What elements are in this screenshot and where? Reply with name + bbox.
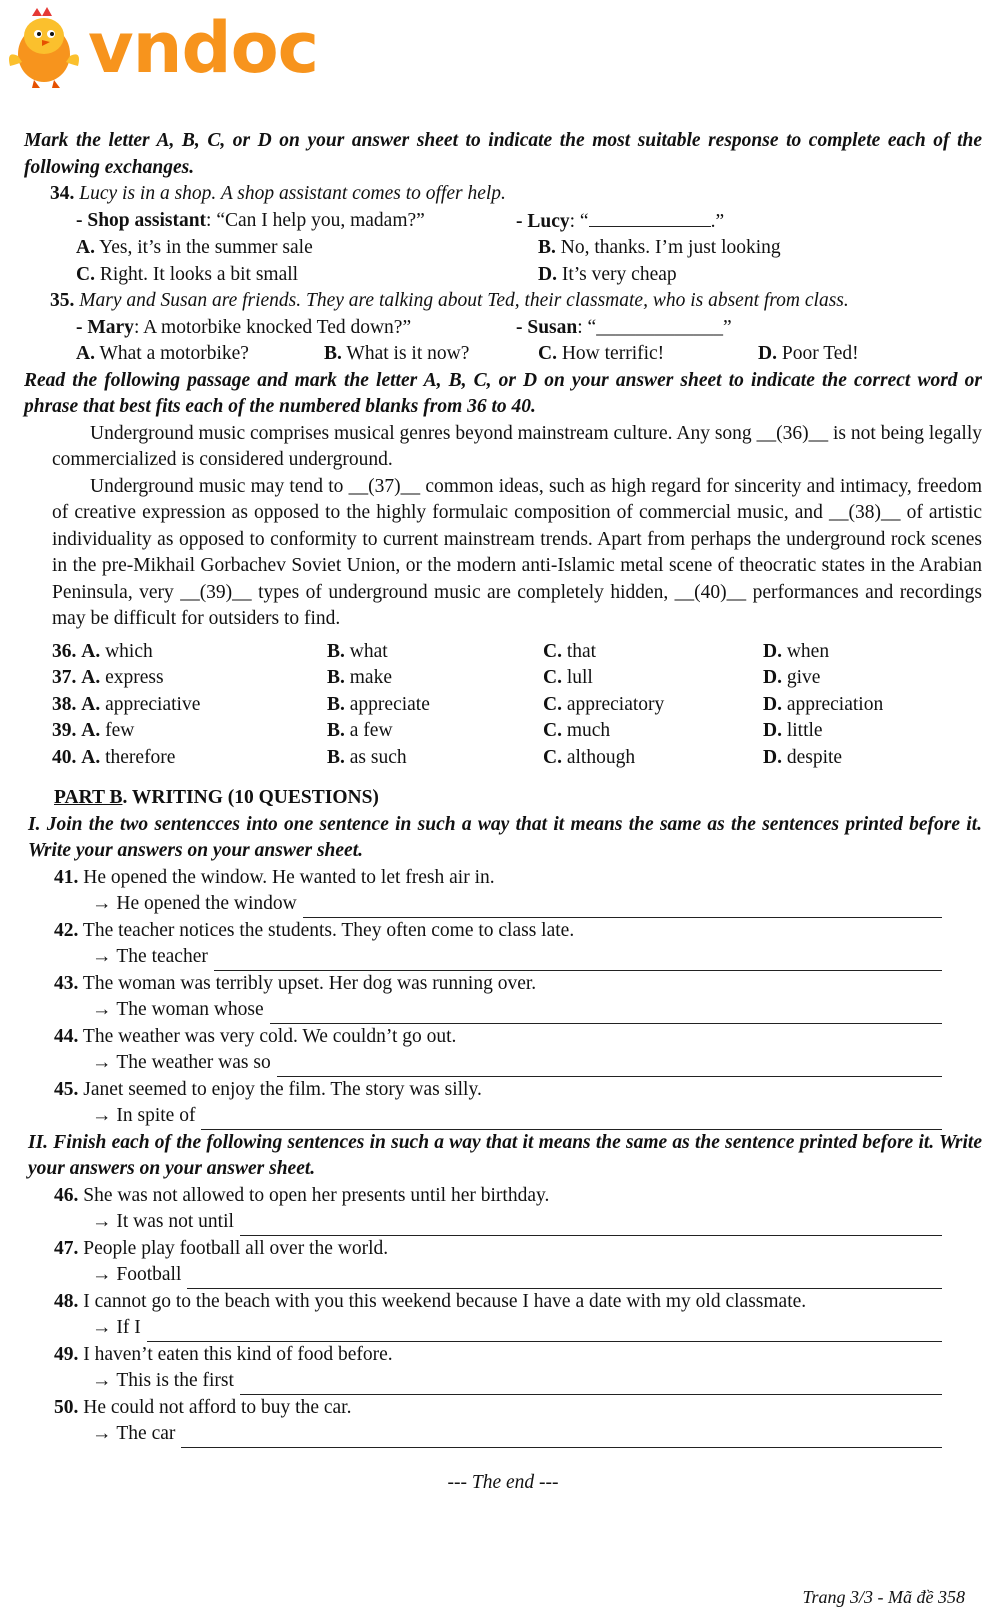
- answer-line[interactable]: [240, 1374, 942, 1395]
- option-text: What is it now?: [346, 343, 470, 364]
- question-number: 43.: [54, 972, 79, 994]
- question-text: Janet seemed to enjoy the film. The story was silly.: [83, 1078, 482, 1100]
- answer-start: The weather was so: [116, 1052, 271, 1073]
- option-text: therefore: [105, 746, 176, 768]
- answer-row: [92, 1050, 982, 1077]
- question-text: The woman was terribly upset. Her dog was running over.: [82, 972, 537, 994]
- option-text: when: [786, 640, 830, 662]
- option-text: What a motorbike?: [99, 343, 249, 364]
- option-letter: C.: [538, 343, 557, 364]
- question-prompt: Mary and Susan are friends. They are talking about Ted, their classmate, who is absent from class.: [79, 290, 849, 311]
- arrow-icon: →: [92, 1423, 112, 1444]
- question-text: People play football all over the world.: [83, 1237, 389, 1259]
- question-text: He could not afford to buy the car.: [83, 1396, 352, 1418]
- answer-row: [92, 944, 982, 971]
- answer-row: [92, 997, 982, 1024]
- options-row: [76, 262, 982, 289]
- cloze-options: [24, 639, 982, 772]
- answer-row: [92, 1421, 982, 1448]
- question-number: 35.: [50, 290, 75, 311]
- question-34: [50, 181, 982, 208]
- option-letter: D.: [763, 720, 782, 741]
- question-number: 36.: [52, 640, 77, 662]
- part-b-title: . WRITING (10 QUESTIONS): [122, 787, 379, 808]
- option-letter: B.: [327, 720, 345, 741]
- option-text: It’s very cheap: [561, 263, 677, 285]
- answer-row: [92, 1209, 982, 1236]
- writing-question: [54, 1342, 982, 1369]
- answer-row: [92, 1315, 982, 1342]
- arrow-icon: →: [92, 1264, 112, 1285]
- question-number: 50.: [54, 1396, 79, 1418]
- option-letter: C.: [543, 667, 562, 688]
- option-letter: C.: [543, 640, 562, 662]
- option-letter: B.: [327, 746, 345, 768]
- answer-row: [92, 891, 982, 918]
- dialogue-line: : “Can I help you, madam?”: [206, 209, 425, 231]
- end-marker: --- The end ---: [447, 1471, 559, 1493]
- option-text: Yes, it’s in the summer sale: [99, 237, 313, 258]
- option-letter: D.: [763, 640, 782, 662]
- question-number: 44.: [54, 1025, 79, 1047]
- arrow-icon: →: [92, 893, 112, 914]
- dialogue-line: : “_____________”: [577, 316, 732, 338]
- question-number: 38.: [52, 693, 77, 715]
- answer-start: This is the first: [116, 1370, 234, 1391]
- options-row: [76, 341, 982, 368]
- cloze-question-40: [52, 745, 982, 772]
- option-text: appreciatory: [566, 693, 665, 715]
- writing-question: [54, 1077, 982, 1104]
- option-text: appreciative: [105, 693, 201, 715]
- speaker-label: - Susan: [516, 316, 578, 338]
- answer-row: [92, 1262, 982, 1289]
- writing-section2-instruction: II. Finish each of the following sentences in such a way that it means the same as the sentence printed before it. Write your answers on your answer sheet.: [28, 1131, 982, 1179]
- answer-line[interactable]: [181, 1427, 942, 1448]
- option-text: what: [349, 640, 388, 662]
- writing-question: [54, 1395, 982, 1422]
- arrow-icon: →: [92, 1211, 112, 1232]
- option-text: although: [566, 746, 636, 768]
- answer-start: The car: [116, 1423, 176, 1444]
- dialogue-row: [76, 315, 982, 342]
- option-text: make: [349, 667, 392, 688]
- writing-section2-items: [24, 1183, 982, 1448]
- option-text: appreciation: [786, 693, 884, 715]
- question-number: 48.: [54, 1290, 79, 1312]
- option-text: appreciate: [349, 693, 430, 715]
- answer-start: The woman whose: [116, 999, 264, 1020]
- option-letter: B.: [327, 667, 345, 688]
- passage-paragraph-1: Underground music comprises musical genres beyond mainstream culture. Any song __(36)__ is not being legally commercialized is considered underground.: [52, 422, 982, 470]
- question-35: [50, 288, 982, 315]
- option-letter: A.: [81, 746, 101, 768]
- option-text: express: [105, 667, 164, 688]
- option-text: No, thanks. I’m just looking: [560, 237, 781, 258]
- answer-line[interactable]: [277, 1056, 942, 1077]
- answer-start: If I: [116, 1317, 141, 1338]
- option-text: as such: [349, 746, 407, 768]
- arrow-icon: →: [92, 1317, 112, 1338]
- section2-instruction: Read the following passage and mark the letter A, B, C, or D on your answer sheet to indicate the correct word or phrase that best fits each of the numbered blanks from 36 to 40.: [24, 369, 982, 417]
- option-text: few: [105, 720, 135, 741]
- option-letter: D.: [758, 343, 777, 364]
- logo: [4, 4, 318, 92]
- option-letter: C.: [543, 720, 562, 741]
- answer-line[interactable]: [187, 1268, 942, 1289]
- option-letter: D.: [538, 263, 557, 285]
- option-letter: A.: [76, 237, 95, 258]
- question-number: 42.: [54, 919, 79, 941]
- arrow-icon: →: [92, 1370, 112, 1391]
- answer-start: Football: [116, 1264, 182, 1285]
- answer-row: [92, 1103, 982, 1130]
- option-text: lull: [566, 667, 593, 688]
- option-letter: A.: [81, 640, 101, 662]
- question-text: He opened the window. He wanted to let fresh air in.: [83, 866, 495, 888]
- option-letter: B.: [327, 693, 345, 715]
- option-text: a few: [349, 720, 393, 741]
- question-number: 41.: [54, 866, 79, 888]
- question-prompt: Lucy is in a shop. A shop assistant comes to offer help.: [79, 183, 506, 204]
- option-letter: C.: [543, 693, 562, 715]
- part-b-label: PART B: [54, 787, 123, 808]
- question-number: 39.: [52, 720, 77, 741]
- cloze-question-39: [52, 718, 982, 745]
- answer-line[interactable]: [201, 1109, 942, 1130]
- option-text: that: [566, 640, 597, 662]
- option-text: Right. It looks a bit small: [99, 263, 299, 285]
- speaker-label: - Lucy: [516, 210, 570, 232]
- option-letter: C.: [76, 263, 95, 285]
- arrow-icon: →: [92, 999, 112, 1020]
- writing-question: [54, 1289, 982, 1316]
- option-letter: D.: [763, 667, 782, 688]
- writing-question: [54, 918, 982, 945]
- arrow-icon: →: [92, 1052, 112, 1073]
- writing-question: [54, 971, 982, 998]
- question-number: 46.: [54, 1184, 79, 1206]
- answer-line[interactable]: [270, 1003, 942, 1024]
- question-text: The teacher notices the students. They often come to class late.: [82, 919, 575, 941]
- question-number: 47.: [54, 1237, 79, 1259]
- exam-content: [24, 128, 982, 1496]
- writing-question: [54, 1024, 982, 1051]
- passage-paragraph-2: Underground music may tend to __(37)__ common ideas, such as high regard for sincerity and intimacy, freedom of creative expression as opposed to the highly formulaic composition of commercial music, and __(38)__ of artistic individuality as opposed to conformity to current mainstream trends. Apart from perhaps the underground rock scenes in the pre-Mikhail Gorbachev Soviet Union, or the modern anti-Islamic metal scene of theocratic states in the Arabian Peninsula, very __(39)__ types of underground music are completely hidden, __(40)__ performances and recordings may be difficult for outsiders to find.: [52, 475, 982, 629]
- option-text: which: [105, 640, 153, 662]
- answer-row: [92, 1368, 982, 1395]
- option-text: Poor Ted!: [781, 343, 859, 364]
- options-row: [76, 235, 982, 262]
- writing-question: [54, 865, 982, 892]
- answer-line[interactable]: [214, 950, 942, 971]
- dialogue-open: : “: [569, 210, 589, 232]
- option-text: despite: [786, 746, 843, 768]
- chicken-mascot-icon: [4, 6, 82, 90]
- answer-line[interactable]: [147, 1321, 942, 1342]
- page-footer: Trang 3/3 - Mã đề 358: [802, 1587, 965, 1607]
- cloze-question-36: [52, 639, 982, 666]
- option-text: much: [566, 720, 611, 741]
- dialogue-row: [76, 208, 982, 236]
- question-text: I cannot go to the beach with you this weekend because I have a date with my old classmate.: [83, 1290, 807, 1312]
- speaker-label: - Shop assistant: [76, 209, 207, 231]
- option-letter: A.: [81, 693, 101, 715]
- option-text: little: [786, 720, 823, 741]
- speaker-label: - Mary: [76, 316, 134, 338]
- option-letter: B.: [327, 640, 345, 662]
- question-number: 49.: [54, 1343, 79, 1365]
- writing-question: [54, 1183, 982, 1210]
- option-letter: C.: [543, 746, 562, 768]
- logo-text: vndoc: [88, 7, 319, 89]
- question-text: I haven’t eaten this kind of food before.: [83, 1343, 393, 1365]
- option-letter: A.: [81, 667, 101, 688]
- section1-instruction: Mark the letter A, B, C, or D on your answer sheet to indicate the most suitable response to complete each of the following exchanges.: [24, 130, 982, 178]
- cloze-question-37: [52, 665, 982, 692]
- cloze-question-38: [52, 692, 982, 719]
- answer-line[interactable]: [303, 897, 942, 918]
- answer-start: The teacher: [116, 946, 208, 967]
- question-text: The weather was very cold. We couldn’t go out.: [82, 1025, 457, 1047]
- arrow-icon: →: [92, 1105, 112, 1126]
- dialogue-line: : A motorbike knocked Ted down?”: [133, 316, 412, 338]
- arrow-icon: →: [92, 946, 112, 967]
- option-text: give: [786, 667, 821, 688]
- option-letter: B.: [324, 343, 342, 364]
- answer-start: It was not until: [116, 1211, 234, 1232]
- part-b-heading: [54, 785, 982, 812]
- answer-start: He opened the window: [116, 893, 297, 914]
- writing-section1-items: [24, 865, 982, 1130]
- question-number: 37.: [52, 667, 77, 688]
- option-letter: A.: [81, 720, 101, 741]
- question-number: 45.: [54, 1078, 79, 1100]
- question-number: 34.: [50, 183, 75, 204]
- option-letter: A.: [76, 343, 95, 364]
- answer-blank: [589, 208, 711, 227]
- question-text: She was not allowed to open her presents until her birthday.: [83, 1184, 550, 1206]
- dialogue-close: .”: [710, 210, 725, 232]
- option-letter: D.: [763, 746, 782, 768]
- option-letter: B.: [538, 237, 556, 258]
- question-number: 40.: [52, 746, 77, 768]
- writing-section1-instruction: I. Join the two sentencces into one sentence in such a way that it means the same as the sentences printed before it. Write your answers on your answer sheet.: [28, 813, 982, 861]
- option-letter: D.: [763, 693, 782, 715]
- writing-question: [54, 1236, 982, 1263]
- answer-line[interactable]: [240, 1215, 942, 1236]
- answer-start: In spite of: [116, 1105, 196, 1126]
- option-text: How terrific!: [561, 343, 665, 364]
